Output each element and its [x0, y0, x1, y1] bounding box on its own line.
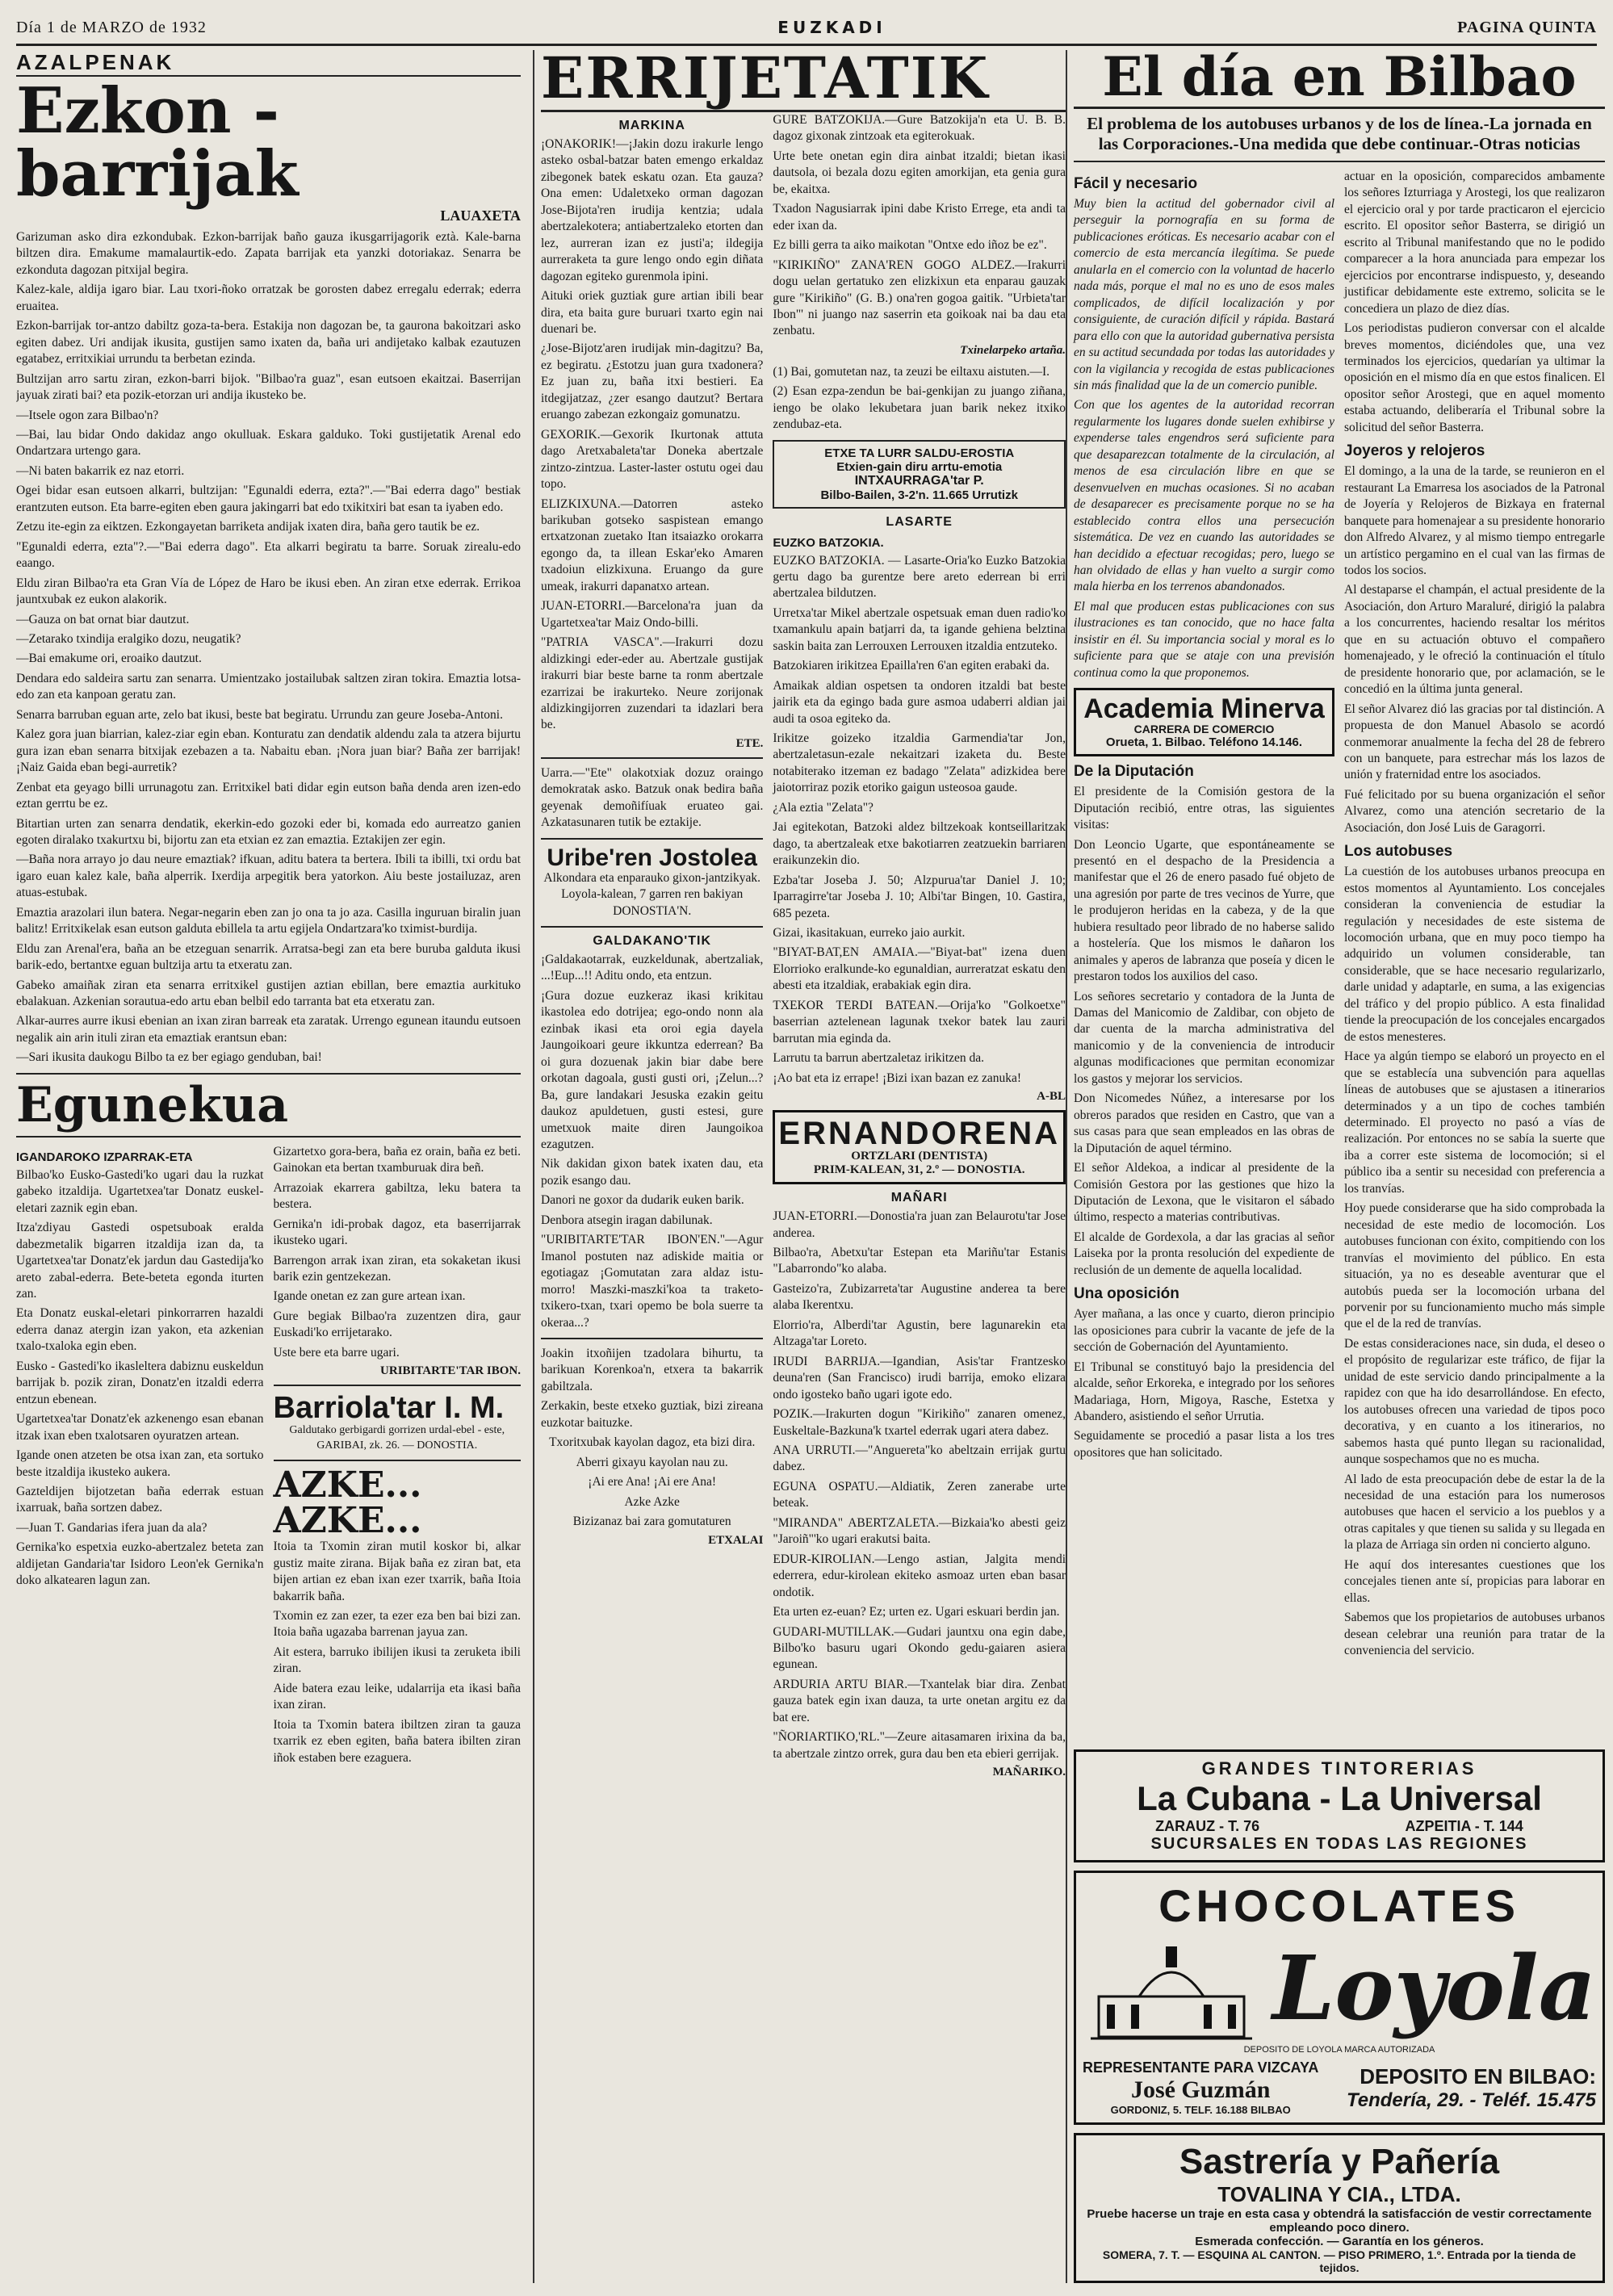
paragraph: Barrengon arrak ixan ziran, eta sokaketan ikusi barik ezin gentzekezan. [273, 1253, 521, 1284]
paragraph: Garizuman asko dira ezkondubak. Ezkon-barrijak baño gauza ikusgarrijagorik eztà. Kale-barna biltzen dira. Emakume mamalaurtik-edo. Zapata barrijak eta yanzki dotoriakaz. Senarra be ezkonduta dagozan pitxijal begira. [16, 230, 521, 277]
ad-sastreria-line: Pruebe hacerse un traje en esta casa y obtendrá la satisfacción de vestir correctamente empleando poco dinero. [1087, 2207, 1592, 2235]
el-dia-left [1074, 169, 1334, 1663]
paragraph: JUAN-ETORRI.—Barcelona'ra juan da Ugartetxea'tar Maiz Ondo-billi. [541, 599, 764, 630]
ad-ernandorena-address: PRIM-KALEAN, 31, 2.º — DONOSTIA. [813, 1163, 1025, 1177]
paragraph: Los periodistas pudieron conversar con el alcalde breves momentos, diciéndoles que, una vez terminados los ejercicios, quedarían ya ultimar la oposición en el mismo día en que estos finalicen. El opositor señor Arostegi, que en aquel momento estaba actuando, deliberaría el Tribunal sobre la solicitud del señor Basterra. [1344, 321, 1605, 434]
paragraph: "BIYAT-BAT,EN AMAIA.—"Biyat-bat" izena duen Elorrioko eralkunde-ko egunaldian, aurreratzat eskatu den abesti eta itzaldiak, erabakiak egin dira. [773, 945, 1066, 993]
paragraph: IRUDI BARRIJA.—Igandian, Asis'tar Frantzesko deuna'ren (San Francisco) irudi barrija, emoko elizara ondo igosteko baño ugari igote edo. [773, 1354, 1066, 1401]
ad-academia-title: Academia Minerva [1083, 693, 1325, 725]
paragraph: Don Leoncio Ugarte, que espontáneamente se presentó en el despacho de la Presidencia a manifestar que el 26 de enero pasado fué objeto de una agresión por parte de tres vecinos de Yurre, que le produjeron heridas en la cabeza, y de la que hubiera resultado peor librado de no haberse salido a hostelería. Que los mismos le dañaron los animales y aperos de labranza que poseía y dicen le prestaron todos los auxilios del caso. [1074, 837, 1334, 984]
paragraph: —Juan T. Gandarias ifera juan da ala? [16, 1520, 207, 1535]
ad-ernandorena-sub: ORTZLARI (DENTISTA) [851, 1150, 988, 1163]
paragraph: El mal que producen estas publicaciones con sus ilustraciones es tan conocido, que no hace falta insistir en él. Su importancia social y moral es lo suficiente para que se ataje con una previsión continua como la que proponemos. [1074, 599, 1334, 680]
ad-choc-brand: CHOCOLATES [1158, 1880, 1520, 1931]
paragraph: Batzokiaren irikitzea Epailla'ren 6'an egiten erabaki da. [773, 659, 1049, 673]
section-deck: El problema de los autobuses urbanos y de los de línea.-La jornada en las Corporaciones.-Una medida que debe continuar.-Otras noticias [1087, 114, 1592, 153]
section-divider [541, 757, 763, 759]
paragraph: Ayer mañana, a las once y cuarto, dieron principio las oposiciones para cubrir la vacante de jefe de la sección de Gobernación del Ayuntamiento. [1074, 1307, 1334, 1355]
paragraph: Ezkon-barrijak tor-antzo dabiltz goza-ta-bera. Estakija non dagozan be, ta gaurona bakoitzari asko egiten dabez. Uri andijak ikusita, gustijen samo ixaten da, baña uri andijetako kalbak ezautuzen egatabez, erritxikiai urrundu ta berbetan ezinda. [16, 319, 521, 367]
paragraph: Gernika'ko espetxia euzko-abertzalez beteta zan aldijetan Gandaria'tar Isidoro Leon'ek Gernika'n doko alkatearen lagun zan. [16, 1540, 264, 1588]
paragraph: Bultzijan arro sartu ziran, ezkon-barri bijok. "Bilbao'ra guaz", esan eutsoen ekaitzai. Baserrijan jayuak zirati bai? eta pozik-etorzan uri andija ikusteko be. [16, 371, 521, 403]
section-divider [274, 1460, 522, 1461]
paragraph: GEXORIK.—Gexorik Ikurtonak attuta dago Aretxabaleta'tar Doneka abertzale zintzo-zintzua. Laster-laster ostutu ogei dau topo. [541, 427, 764, 492]
ad-choc-addr: GORDONIZ, 5. TELF. 16.188 BILBAO [1110, 2104, 1291, 2116]
section-divider [1074, 161, 1605, 162]
paragraph: Itoia ta Txomin ziran mutil koskor bi, alkar gustiz maite zirana. Bijak baña ez ziran bat, eta bijen artian ez eban ixan ezer txarrik, baña Itoia bakarrik baña. [273, 1540, 521, 1603]
paragraph: Hace ya algún tiempo se elaboró un proyecto en el que se establecía una subvención para aquellas líneas de autobuses que se ajustasen a itinerarios determinados y a un tipo de coches también determinado. El proyecto no pasó a vías de realización. Por entonces no se sabía la suerte que iba a correr este sistema de locomoción; si el público iba a sentir su necesidad con preferencia a los tranvías. [1344, 1050, 1605, 1196]
markina-column [541, 112, 763, 1784]
ad-academia-sub: CARRERA DE COMERCIO [1133, 723, 1275, 736]
paragraph: Ez billi gerra ta aiko maikotan "Ontxe edo iñoz be ez". [773, 238, 1047, 253]
paragraph: Eldu ziran Bilbao'ra eta Gran Vía de López de Haro be ikusi eben. An ziran etxe ederrak. Errikoa jauntxubak ez eukon alakorik. [16, 576, 521, 607]
ad-intxaurraga-line: INTXAURRAGA'tar P. [854, 473, 984, 488]
paragraph: —Bai emakume ori, eroaiko dautzut. [16, 652, 202, 666]
paragraph: Ogei bidar esan eutsoen alkarri, bultzijan: "Egunaldi ederra, ezta?".—"Bai ederra dago" bestiak erantzuten eutson. Eta barre-egiten eben gaura jakingarri bat edo txikitxiri bat esan ta iyaben edo. [16, 484, 521, 514]
ad-tintorerias-phone: ZARAUZ - T. 76 [1155, 1818, 1260, 1834]
paragraph: Aide batera ezau leike, udalarrija eta ikasi baña ixan ziran. [273, 1681, 521, 1712]
paragraph: actuar en la oposición, comparecidos ambamente los señores Izturriaga y Arostegi, los que realizaron el ejercicio oral y por tarde practicaron el ejercicio escrito. El opositor señor Basterra, se dirigió un escrito al Tribunal manifestando que no le podido comparecer a la hora anunciada para empezar los ejercicios por encontrarse indispuesto, y, deseando justificar debidamente este extremo, solicita se le concediera un plazo de diez días. [1344, 170, 1605, 316]
paragraph: Gizartetxo gora-bera, baña ez orain, baña ez beti. Gainokan eta bertan txamburuak dira beñ. [273, 1144, 521, 1175]
markina-signature: ETE. [735, 736, 764, 750]
paragraph: EUZKO BATZOKIA. — Lasarte-Oria'ko Euzko Batzokia gertu dago ba gurentze bere areto ederrean bi erri abertzalea bildutzen. [773, 553, 1066, 601]
ad-choc-deposit [1347, 2064, 1596, 2112]
ad-academia-address: Orueta, 1. Bilbao. Teléfono 14.146. [1105, 735, 1303, 750]
section-divider [16, 1136, 521, 1138]
section-kicker: AZALPENAK [16, 50, 521, 77]
section-divider [16, 1073, 521, 1075]
paragraph: GUDARI-MUTILLAK.—Gudari jauntxu ona egin dabe, Bilbo'ko basuru ugari Okondo gedu-gaiaren asiera egunean. [773, 1624, 1066, 1672]
paragraph: ¡Gura dozue euzkeraz ikasi krikitau ikastolea edo dotrijea; ego-ondo nonn ala ezinbak ikasi eta oroi egia dayela Jaungoikoari geure ikkuntza ederrean? Ba oi gura dozuenak jakin biar dabe bere orkotan dagoala, gusti gusti ori, ¡Zelun...? Ba, gure landakari Jesuska ezakin geitu daukoz apuldetuen, gusti estesi, gure umetxuok maite diren Jaungoikoa ezagutzen. [541, 988, 764, 1152]
footnote: (2) Esan ezpa-zendun be bai-genkijan zu juango ziñana, iengo be olako lekubetara juan barik nekez itxiko zendubaz-eta. [773, 384, 1066, 432]
paragraph: Bilbao'ko Eusko-Gastedi'ko ugari dau la ruzkat gabeko itzaldija. Ugartetxea'tar Donatz euskel-eletari zaznik egin eban. [16, 1167, 264, 1215]
ad-choc-rep [1083, 2059, 1318, 2116]
paragraph: "URIBITARTE'TAR IBON'EN."—Agur Imanol postuten naz adiskide maitia or egotiagaz ¡Gomutatan zara aldaz istu-morro! Maszki-maszki'koa ta traketo-txikero-txan, txari opemo be bola suerre ta okeraa...? [541, 1233, 764, 1330]
egunekua-left [16, 1144, 264, 1770]
ad-choc-person: José Guzmán [1130, 2076, 1271, 2103]
paragraph: Ait estera, barruko ibilijen ikusi ta zeruketa ibili ziran. [273, 1644, 521, 1676]
paragraph: Ezba'tar Joseba J. 50; Alzpurua'tar Daniel J. 10; Iparragirre'tar Joseba J. 10; Albi'tar Bingen, 10. Gastira, 685 pezeta. [773, 873, 1066, 920]
article-body-ezkon-barrijak [16, 229, 521, 1066]
paragraph: "Egunaldi ederra, ezta"?.—"Bai ederra dago". Eta alkarri begiratu ta barre. Soruak zirealu-edo eaango. [16, 539, 521, 571]
issue-date: Día 1 de MARZO de 1932 [16, 18, 207, 36]
paragraph: ELIZKIXUNA.—Datorren asteko barikuban gotseko saspistean emango ertxatzonan zuetako Itan itsaiazko orokarra egongo da, ta illean Eskar'eko Amaren txadoiun elizkixuna. Eruango da gure umeak, irakurri dapanatxo artean. [541, 496, 764, 593]
paragraph: De estas consideraciones nace, sin duda, el deseo o el propósito de regularizar este tráfico, de fijar la unidad de este servicio dando principalmente a la rapidez con que ha ido desarrollándose. En efecto, los autobuses ofrecen una variedad de tipos poco decorativa, y en cuanto a los itinerarios, no sabemos hasta qué punto llegan su racionalidad, aunque sospechamos que no es mucha. [1344, 1336, 1605, 1467]
paragraph: Eta Donatz euskal-eletari pinkorrarren hazaldi ederra danaz atergin izan yakon, eta azkenian txalo-txaloka egin eben. [16, 1306, 264, 1354]
ad-choc-middle [1083, 1932, 1596, 2045]
paragraph: EGUNA OSPATU.—Aldiatik, Zeren zanerabe urte beteak. [773, 1479, 1066, 1510]
paragraph: ¡ONAKORIK!—¡Jakin dozu irakurle lengo asteko osbal-batzar baten emengo erkaldaz zibegonek batek eskatu ozan. Eta gauza? Ona emen: Udaletxeko orman dagozan Jose-Bijota'ren irudija kentzia; udala abertzalekotera; antiabertzaleko etorten dan lez, aurreran izan ez justi'a; ildegija aurreraketa ta gure lengo ondo egin diñata dagozan egiteko gurenmola ipini. [541, 137, 764, 283]
galdakano-head: GALDAKANO'TIK [593, 934, 711, 949]
paragraph: EDUR-KIROLIAN.—Lengo astian, Jalgita mendi ederrera, edur-kirolean ekiteko asmoaz urten eban basar ondotik. [773, 1552, 1066, 1599]
paragraph: Elorrio'ra, Alberdi'tar Agustin, bere lagunarekin eta Altzaga'tar Loreto. [773, 1318, 1066, 1349]
paragraph: Nik dakidan gixon batek ixaten dau, eta pozik esango dau. [541, 1157, 764, 1188]
paragraph: Senarra barruban eguan arte, zelo bat ikusi, beste bat begiratu. Urrundu zan geure Joseba-Antoni. [16, 707, 503, 722]
ad-sastreria-company: TOVALINA Y CIA., LTDA. [1217, 2182, 1461, 2206]
paragraph: Arrazoiak ekarrera gabiltza, leku batera ta bestera. [273, 1180, 521, 1212]
paragraph: Jai egitekotan, Batzoki aldez biltzekoak kontseillaritzak dago, ta abertzaleak etxe bakotiarren zeatzuekin barriaren eraikunzekin dio. [773, 820, 1066, 868]
paragraph: Al lado de esta preocupación debe de estar la de la necesidad de una estación para los numerosos autobuses que hacen el servicio a los pueblos y a otras capitales y que tienen su salida y su llegada en la plaza de Arriaga sin orden ni concierto alguno. [1344, 1472, 1605, 1552]
paragraph: Hoy puede considerarse que ha sido comprobada la necesidad de este medio de locomoción. Los autobuses funcionan con éxito, compitiendo con los tranvías el movimiento del público. En esta situación, ya no es deseable aventurar que el autobús pueda ser la locomoción urbana del porvenir por su funcionamiento mucho más simple que el de la red de tranvías. [1344, 1201, 1605, 1331]
paragraph: El presidente de la Comisión gestora de la Diputación recibió, entre otras, las siguientes visitas: [1074, 785, 1334, 832]
paragraph: ¡Ai ere Ana! ¡Ai ere Ana! [588, 1475, 717, 1489]
ad-choc-small: DEPOSITO DE LOYOLA MARCA AUTORIZADA [1243, 2045, 1435, 2055]
paragraph: GURE BATZOKIJA.—Gure Batzokija'n eta U. B. B. dagoz gixonak zintzoak eta egiterokuak. [773, 113, 1066, 144]
paragraph: La cuestión de los autobuses urbanos preocupa en estos momentos al Ayuntamiento. Los concejales consideran la conveniencia de estudiar la regulación y necesidades de este sistema de locomoción urbana, que en muy poco tiempo ha adquirido un volumen considerable, tan considerable, que se hace necesario regularizarlo, darle unidad y adaptarle, en suma, a las exigencias del tráfico y del propio público. A esta finalidad tiende la preocupación de los concejales encargados de estos menesteres. [1344, 865, 1605, 1044]
section-title-el-dia-en-bilbao: El día en Bilbao [1074, 50, 1605, 109]
paragraph: "PATRIA VASCA".—Irakurri dozu aldizkingi eder-eder au. Abertzale gustijak irakurri biar beste barne ta ronm abertzale ezarrizai be irakurteko. Neure zorijonak aldizkingijorren zuzendari ta idazlari bera be. [541, 635, 764, 732]
paragraph: —Sari ikusita daukogu Bilbo ta ez ber egiago genduban, bai! [16, 1050, 322, 1065]
paragraph: Zerkakin, beste etxeko guztiak, bizi zireana euzkotar baituzke. [541, 1399, 764, 1430]
column-left [16, 50, 521, 2283]
footnote: (1) Bai, gomutetan naz, ta zeuzi be eiltaxu aistuten.—I. [773, 364, 1050, 379]
paragraph: Itza'zdiyau Gastedi ospetsuboak eralda dabezmetalik bigarren itzaldija izan da, ta Ugartetxea'tar Donatz'ek jardun dau Gastedija'ko areto zabal-ederra. Bete-beteta egonda iturten zan. [16, 1221, 264, 1301]
paragraph: El domingo, a la una de la tarde, se reunieron en el restaurant La Emarresa los asociados de la Patronal de Joyería y Relojeros de Bizkaya en fraternal banquete para homenajear a su presidente honorario don Alfredo Alvarez, y al mismo tiempo entregarle un artístico pergamino en el cual van las firmas de todos los socios. [1344, 464, 1605, 577]
ad-tintorerias-line: SUCURSALES EN TODAS LAS REGIONES [1150, 1835, 1528, 1853]
paragraph: Uarra.—"Ete" olakotxiak dozuz oraingo demokratak asko. Batzuk onak bedira baña geyenak demoñifíuak eruateo gai. Azkatasunaren tutik be eztakije. [541, 765, 764, 830]
paragraph: Txomin ez zan ezer, ta ezer eza ben bai bizi zan. Itoia baña ugazaba barrenan jayua zan. [273, 1609, 521, 1640]
page-header [16, 11, 1597, 46]
paragraph: Gizai, ikasitakuan, eurreko jaio aurkit. [773, 926, 966, 941]
ad-sastreria-title: Sastrería y Pañería [1179, 2142, 1500, 2181]
paragraph: Larrutu ta barrun abertzaletaz irikitzen da. [773, 1051, 985, 1066]
paragraph: —Zetarako txindija eralgiko dozu, neugatik? [16, 631, 241, 646]
paragraph: Emaztia arazolari ilun batera. Negar-negarin eben zan jo ona ta jo aza. Casilla inguruan biralin juan balitz! Erritxikelak esan eutson galduta ebillela ta artu egijela Ondartzara'ko tximist-burdija. [16, 905, 521, 936]
facil-head: Fácil y necesario [1074, 175, 1198, 192]
paragraph: ¡Ao bat eta iz errape! ¡Bizi ixan bazan ez zanuka! [773, 1070, 1022, 1085]
paragraph: Ugartetxea'tar Donatz'ek azkenengo esan ebanan itzak ixan eben txalotsaren oyuratzen artean. [16, 1412, 264, 1443]
paragraph: Urretxa'tar Mikel abertzale ospetsuak eman duen radio'ko txamankulu apain batjarri da, ta igande gehiena belztina saskin baita zan Lerrouxen Lerrouxen itzaldia entzuteko. [773, 605, 1066, 653]
column-right [1066, 50, 1605, 2283]
paragraph: Gazteldijen bijotzetan baña ederrak estuan ixarruak, baña sortzen dabez. [16, 1485, 264, 1515]
oposicion-head: Una oposición [1074, 1285, 1179, 1303]
paragraph: Fué felicitado por su buena organización el señor Alvarez, como una atención secretario de la Asociación, don José Luis de Garagorri. [1344, 787, 1605, 835]
paragraph: Seguidamente se procedió a pasar lista a los tres opositores que han solicitado. [1074, 1429, 1334, 1460]
egunekua-columns [16, 1144, 521, 1770]
paragraph: ¿Jose-Bijotz'aren irudijak min-dagitzu? Ba, ez begiratu. ¿Estotzu juan gura txadonera? Ez juan zu, baña itxi bestieri. Ea itdegijatzaz, ¿zer esango dautzut? Bertara eruango zabezan ezkongaiz gomunatzu. [541, 341, 764, 422]
paragraph: Eta urten ez-euan? Ez; urten ez. Ugari eskuari berdin jan. [773, 1605, 1060, 1619]
paragraph: "MIRANDA" ABERTZALETA.—Bizkaia'ko abesti geiz "Jaroiñ"'ko ugari erakutsi baita. [773, 1515, 1066, 1547]
paragraph: El señor Aldekoa, a indicar al presidente de la Comisión Gestora por las gestiones que hizo la Diputación de Lexona, que le visitaron el sábado último, respecto a materias contributivas. [1074, 1161, 1334, 1225]
manari-head: MAÑARI [890, 1191, 948, 1205]
column-middle [533, 50, 1066, 2283]
lasarte-signature: A-BL [1037, 1090, 1066, 1104]
paragraph: Gure begiak Bilbao'ra zuzentzen dira, gaur Euskadi'ko errijetarako. [273, 1309, 521, 1340]
paragraph: Dendara edo saldeira sartu zan senarra. Umientzako jostailubak saltzen ziran tokira. Emaztia lotsa-edo zan eta kanpoan geratu zan. [16, 671, 521, 702]
paragraph: Sabemos que los propietarios de autobuses urbanos desean celebrar una reunión para tratar de la conveniencia del servicio. [1344, 1611, 1605, 1658]
ads-bottom [1074, 1741, 1605, 2283]
paragraph: Don Nicomedes Núñez, a interesarse por los obreros parados que residen en Castro, que van a sus casas para que sean empleados en las obras de la Diputación de aquel término. [1074, 1091, 1334, 1155]
paragraph: Aituki oriek guztiak gure artian ibili bear dira, eta baita gure buruari txarto egin nai duenari be. [541, 289, 764, 336]
article-title-ezkon-barrijak: Ezkon - barrijak [16, 74, 299, 211]
paragraph: JUAN-ETORRI.—Donostia'ra juan zan Belaurotu'tar Jose anderea. [773, 1209, 1066, 1240]
paragraph: "KIRIKIÑO" ZANA'REN GOGO ALDEZ.—Irakurri dogu uelan gertatuko zen elizkixun eta enparau gauzak gure "Kirikiño" (G. B.) ona'ren gogoa gaitik. "Urbieta'tar Ibon"' ni juango naz saserrin eta goikoak nai ba dau eta zenbatu. [773, 258, 1066, 338]
el-dia-columns [1074, 169, 1605, 1663]
ad-choc-deposit-label: DEPOSITO EN BILBAO: [1360, 2063, 1596, 2089]
ad-tintorerias-name: La Cubana - La Universal [1137, 1779, 1542, 1817]
paragraph: Bizizanaz bai zara gomutaturen [572, 1515, 731, 1529]
manari-signature: MAÑARIKO. [992, 1766, 1066, 1779]
ad-barriola-title: Barriola'tar I. M. [273, 1391, 505, 1426]
paragraph: Zenbat eta geyago billi urrunagotu zan. Erritxikel bati didar egin eutson baña denda aren izen-edo eztan gerrtu be ez. [16, 780, 521, 811]
egunekua-left-head: IGANDAROKO IZPARRAK-ETA [16, 1150, 193, 1164]
diputacion-head: De la Diputación [1074, 763, 1194, 781]
ad-intxaurraga [773, 440, 1066, 509]
ad-academia-minerva [1074, 688, 1334, 756]
paragraph: —Itsele ogon zara Bilbao'n? [16, 408, 159, 422]
ad-uribe-text: Alkondara eta enparauko gixon-jantzikyak. Loyola-kalean, 7 garren ren bakiyan DONOSTIA'N. [543, 870, 760, 918]
paragraph: Azke Azke [624, 1494, 680, 1509]
paragraph: Los señores secretario y contadora de la Junta de Damas del Manicomio de Zaldibar, con objeto de dar cuenta de la marcha administrativa del manicomio y de la conveniencia de introducir algunas modificaciones que permitan economizar los gastos y mejorar los servicios. [1074, 989, 1334, 1086]
page-number: PAGINA QUINTA [1457, 18, 1597, 36]
ad-tintorerias [1074, 1749, 1605, 1862]
paragraph: —Baña nora arrayo jo dau neure emaztiak? ifkuan, aditu batera ta bertera. Ibili ta ibilli, txi ordu bat igaro euan kalez kale, baña alperrik. Ixerdija arpegitik bera yatorkon. Aiu beste jostailuzaz, aren atuas-estubak. [16, 853, 521, 900]
paragraph: Urte bete onetan egin dira ainbat itzaldi; bietan ikasi dautsola, oi bezala dozu egiten amorkijan, eta genia gura be, ekaitxa. [773, 149, 1066, 196]
paragraph: —Ni baten bakarrik ez naz etorri. [16, 463, 185, 478]
paragraph: —Bai, lau bidar Ondo dakidaz ango okulluak. Eskara galduko. Toki gustijetatik Arenal edo Ondartzara urtengo gara. [16, 427, 521, 459]
ad-chocolates-loyola [1074, 1871, 1605, 2125]
paragraph: Gabeko amaiñak ziran eta senarra erritxikel gustijen aztian ebillan, bere emaztia aurkituko ebalakuan. Azkenian sorautua-edo artu eban belbil edo tarranta bat eta etxeratu zan. [16, 978, 521, 1009]
paragraph: Con que los agentes de la autoridad recorran regularmente los lugares donde suelen exhibirse y expenderse tales engendros será suficiente para que desaparezcan totalmente de la circulación, al menos de esa circulación libre en que se desenvuelven en muchas ocasiones. Si no acaban de desaparecer es precisamente porque no se ha establecido contra ellos una persecución sistemática. De vez en cuando las autoridades se han decidido a efectuar recogidas; pero, luego se han olvidado de ellas y han vuelto a surgir como mala hierba en los terrenos abandonados. [1074, 398, 1334, 594]
paragraph: Alkar-aurres aurre ikusi ebenian an ixan ziran barreak eta zaratak. Urrengo egunean itaundu eutsoen negalik ain arin ituli ziran eta emaztiak erantsun eban: [16, 1014, 521, 1045]
paragraph: Kalez-kale, aldija igaro biar. Lau txori-ñoko orratzak be gorosten dabez erregalu ederrak; ederra eruaitea. [16, 283, 521, 313]
paragraph: Eusko - Gastedi'ko ikasleltera dabiznu euskeldun barrijak b. pozik ziran, Donatz'en itzaldi ederra entzun ebenean. [16, 1359, 264, 1406]
paragraph: Igande onetan ez zan gure artean ixan. [273, 1289, 466, 1304]
paragraph: Uste bere eta barre ugari. [273, 1345, 400, 1360]
paragraph: Eldu zan Arenal'era, baña an be etzeguan senarrik. Arratsa-begi zan eta bere buruba galduta ikusi barik-edo, bertantxe eguan bultzija artu ta etxeratu zan. [16, 941, 521, 973]
ad-uribe-title: Uribe'ren Jostolea [547, 844, 757, 871]
paragraph: TXEKOR TERDI BATEAN.—Orija'ko "Golkoetxe" baserrian aztelenean lagunak txekor batek lau zauri barrutan mia eginda da. [773, 998, 1066, 1045]
paragraph: Gernika'n idi-probak dagoz, eta baserrijarrak ikusteko ugari. [273, 1217, 521, 1248]
markina-right-signature: Txinelarpeko artaña. [960, 343, 1066, 357]
lasarte-subhead: EUZKO BATZOKIA. [773, 535, 884, 550]
ad-intxaurraga-line: ETXE TA LURR SALDU-EROSTIA [824, 446, 1015, 460]
paragraph: El Tribunal se constituyó bajo la presidencia del alcalde, señor Erkoreka, e integrado por los señores Madariaga, Horn, Migoya, Rasche, Estetxa y Abandero, asistiendo el señor Urrutia. [1074, 1360, 1334, 1423]
paragraph: —Gauza on bat ornat biar dautzut. [16, 612, 190, 626]
article-byline: LAUAXETA [440, 207, 521, 224]
paragraph: Denbora atsegin iragan dabilunak. [541, 1213, 713, 1227]
paper-name: EUZKADI [777, 18, 886, 37]
ad-choc-bottom [1083, 2059, 1596, 2116]
joyeros-head: Joyeros y relojeros [1344, 442, 1485, 460]
paragraph: Al destaparse el champán, el actual presidente de la Asociación, don Arturo Maraluré, dirigió la palabra a los concurrentes, haciendo resaltar los méritos que en su actuación obtuvo el compañero homenajeado, y le ofreció la continuación el título de presidente honorario que, por aclamación, se le concedió en la última junta general. [1344, 583, 1605, 697]
paragraph: Itoia ta Txomin batera ibiltzen ziran ta gauza txarrik ez eben egiten, baña batera ibilten ziran iñok estaben bere ezaguera. [273, 1717, 521, 1765]
paragraph: Gasteizo'ra, Zubizarreta'tar Augustine anderea ta bere alaba Ikerentxu. [773, 1281, 1066, 1313]
el-dia-right [1344, 169, 1605, 1663]
ad-choc-tend: Tendería, 29. - Teléf. 15.475 [1346, 2089, 1596, 2111]
paragraph: Txoritxubak kayolan dagoz, eta bizi dira. [549, 1435, 756, 1450]
section-divider [541, 1338, 763, 1339]
paragraph: He aquí dos interesantes cuestiones que los concejales tienen ante sí, propicias para laborar en ellas. [1344, 1557, 1605, 1605]
markina-head: MARKINA [618, 119, 685, 132]
paragraph: El señor Alvarez dió las gracias por tal distinción. A propuesta de don Manuel Abasolo se acordó conmemorar anualmente la fecha del 28 de febrero con un banquete, para estrechar más los lazos de unión y fraternidad entre los asociados. [1344, 702, 1605, 782]
errijetatik-top [541, 112, 1066, 1784]
factory-icon [1083, 1932, 1260, 2045]
ixtaurku-signature: ETXALAI [708, 1533, 764, 1547]
paragraph: Amaikak aldian ospetsen ta ondoren itzaldi bat beste jairik eta da egingo bada gure asmoa udaberri aldian jai audi ta osoa egiteko da. [773, 678, 1066, 726]
paragraph: POZIK.—Irakurten dogun "Kirikiño" zanaren omenez, Euskeltale-Bazkuna'k txartel ederrak ugari atera dabez. [773, 1407, 1066, 1438]
section-title-egunekua: Egunekua [16, 1076, 289, 1133]
markina-right-column [773, 112, 1066, 1784]
lasarte-head: LASARTE [886, 514, 953, 529]
ad-choc-name: Loyola [1272, 1936, 1596, 2040]
section-divider [541, 838, 763, 840]
paragraph: Igande onen atzeten be otsa ixan zan, eta sortuko beste itzaldija ikusteko aukera. [16, 1448, 264, 1479]
paragraph: Joakin itxoñijen tzadolara bihurtu, ta barikuan Korenkoa'n, etxera ta bakarrik gabiltzala. [541, 1347, 764, 1393]
paragraph: Bitartian urten zan senarra dendatik, ekerkin-edo gozoki eder bi, komada edo aurreatzo ganien egoten diralako txakurtxu bi, bijortu zan eta etxian ez zan emaztia. Eztakijen zer egin. [16, 816, 521, 847]
paragraph: ¡Galdakaotarrak, euzkeldunak, abertzaliak, ...!Eup...!! Aditu ondo, eta entzun. [541, 953, 764, 983]
ad-choc-rep-label: REPRESENTANTE PARA VIZCAYA [1083, 2059, 1319, 2076]
paragraph: Zetzu ite-egin za eiktzen. Ezkongayetan barriketa andijak ixaten dira, baña gero tautik be ez. [16, 520, 480, 534]
ad-sastreria [1074, 2133, 1605, 2283]
ad-ernandorena [773, 1110, 1066, 1184]
ad-tintorerias-phones [1083, 1818, 1596, 1835]
paragraph: ARDURIA ARTU BIAR.—Txantelak biar dira. Zenbat gauza batek egin ixan dauza, ta urte onetan argitu ez da bat ere. [773, 1677, 1066, 1724]
article-title-azke: AZKE... AZKE... [273, 1464, 422, 1542]
ad-tintorerias-phone: AZPEITIA - T. 144 [1405, 1818, 1523, 1834]
ad-sastreria-line: SOMERA, 7. T. — ESQUINA AL CANTON. — PISO PRIMERO, 1.º. Entrada por la tienda de tejidos. [1102, 2248, 1577, 2274]
paragraph: Danori ne goxor da dudarik euken barik. [541, 1193, 744, 1208]
ad-ernandorena-title: ERNANDORENA [778, 1116, 1060, 1152]
autobuses-head: Los autobuses [1344, 843, 1453, 861]
ad-intxaurraga-line: Bilbo-Bailen, 3-2'n. 11.665 Urrutizk [820, 488, 1018, 502]
paragraph: Muy bien la actitud del gobernador civil al perseguir la pornografía en su forma de publicaciones eróticas. Es necesario acabar con el comercio de esta mercancía ilegítima. Se puede anularla en el comercio con la voluntad de hacerlo nada más, porque el mal no es uno de esos males complicados, de difícil localización y por consiguiente, de curación difícil y rápida. Bastará para ello con que la autoridad gubernativa persista en su actitud secundada por todas las autoridades y con la vigilancia y recogida de estas publicaciones sin más finalidad que la de un comercio punible. [1074, 197, 1334, 392]
section-title-errijetatik: ERRIJETATIK [541, 50, 1066, 112]
paragraph: El alcalde de Gordexola, a dar las gracias al señor Laiseka por la pronta resolución del expediente de reclusión de un demente de aquella localidad. [1074, 1230, 1334, 1277]
ad-tintorerias-line: GRANDES TINTORERIAS [1201, 1758, 1477, 1779]
ad-barriola-address: Galdutako gerbigardi gorrizen urdal-ebel - este, GARIBAI, zk. 26. — DONOSTIA. [289, 1424, 505, 1452]
paragraph: Bilbao'ra, Abetxu'tar Estepan eta Mariñu'tar Estanis "Labarrondo"ko alaba. [773, 1246, 1066, 1276]
paragraph: "ÑORIARTIKO,'RL."—Zeure aitasamaren irixina da ba, ta abertzale zintzo orrek, gura dau ben eta ebieri gerrijak. [773, 1730, 1066, 1761]
paragraph: Kalez gora juan biarrian, kalez-ziar egin eban. Konturatu zan dendatik aldendu zala ta atzera bijurtu gura izan eban senarra bitxijak ezebazen a ta. Nabaitu eban. ¡Nora juan biar? Baña zer barrijak! ¡Naiz Gaida eban begi-aurretik? [16, 727, 521, 775]
egunekua-right [274, 1144, 522, 1770]
ad-sastreria-line: Esmerada confección. — Garantía en los géneros. [1195, 2235, 1484, 2248]
paragraph: ¿Ala eztia "Zelata"? [773, 800, 874, 815]
egunekua-signature: URIBITARTE'TAR IBON. [380, 1364, 521, 1378]
ad-intxaurraga-line: Etxien-gain diru arrtu-emotia [836, 459, 1003, 474]
section-divider [274, 1385, 522, 1386]
paragraph: Txadon Nagusiarrak ipini dabe Kristo Errege, eta andi ta eder ixan da. [773, 202, 1066, 233]
paragraph: Aberri gixayu kayolan nau zu. [576, 1455, 728, 1469]
paragraph: ANA URRUTI.—"Anguereta"ko abeltzain errijak gurtu dabez. [773, 1443, 1066, 1474]
paragraph: Irikitze goizeko itzaldia Garmendia'tar Jon, abertzaletasun-ezale nekaitzari izaketa du. Beste notabiterako itzeman ez badago "Zelata" adizkidea bere jaiotorriraz pozik etoriko gaigun usteosoa gaude. [773, 731, 1066, 795]
section-divider [541, 926, 763, 928]
